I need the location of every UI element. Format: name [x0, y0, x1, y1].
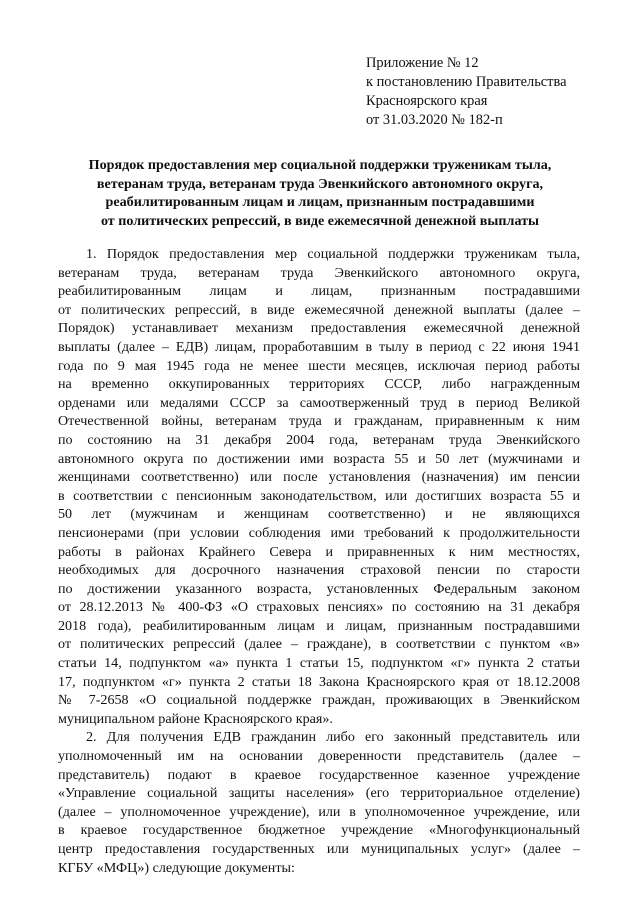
paragraph-line: орденами или медалями СССР за самоотверженный труд в период Великой — [58, 394, 580, 411]
paragraph-line: пенсионерами (при условии соблюдения ими требований к продолжительности — [58, 524, 580, 541]
paragraph-line: Отечественной войны, ветеранам труда и гражданам, приравненным к ним — [58, 413, 580, 430]
paragraph — [58, 728, 580, 877]
paragraph-line: уполномоченный им на основании доверенности представитель (далее – — [58, 748, 580, 765]
paragraph-line: Порядок) устанавливает механизм предоставления ежемесячной денежной — [58, 320, 580, 337]
paragraph-line: по состоянию на 31 декабря 2004 года, ветеранам труда Эвенкийского — [58, 431, 580, 448]
paragraph-line: «Управление социальной защиты населения» (его территориальное отделение) — [58, 785, 580, 802]
title-line: реабилитированным лицам и лицам, признанным пострадавшими — [105, 194, 535, 210]
paragraph-line: работы в районах Крайнего Севера и приравненных к ним местностях, — [58, 543, 580, 560]
paragraph-line: выплаты (далее – ЕДВ) лицам, проработавшим в тылу в период с 22 июня 1941 — [58, 338, 580, 355]
paragraph-line: КГБУ «МФЦ») следующие документы: — [58, 859, 295, 876]
paragraph-line: 2. Для получения ЕДВ гражданин либо его законный представитель или — [86, 729, 580, 746]
paragraph-line: 17, подпунктом «г» пункта 2 статьи 18 Закона Красноярского края от 18.12.2008 — [58, 673, 580, 690]
paragraph-line: представитель) подают в краевое государственное казенное учреждение — [58, 766, 580, 783]
paragraph-line: в соответствии с пенсионным законодательством, или достигших возраста 55 и — [58, 487, 580, 504]
appendix-line: от 31.03.2020 № 182-п — [366, 112, 503, 128]
paragraph-line: (далее – уполномоченное учреждение), или в уполномоченное учреждение, или — [58, 803, 580, 820]
appendix-line: Приложение № 12 — [366, 55, 479, 71]
paragraph-line: года по 9 мая 1945 года не менее шести месяцев, исключая период работы — [58, 357, 580, 374]
paragraph-line: от 28.12.2013 № 400-ФЗ «О страховых пенсиях» по состоянию на 31 декабря — [58, 599, 580, 616]
paragraph-line: женщинами соответственно) или после установления (назначения) им пенсии — [58, 469, 580, 486]
appendix-header — [366, 54, 626, 130]
paragraph-line: по достижении указанного возраста, установленных Федеральным законом — [58, 580, 580, 597]
paragraph-line: 1. Порядок предоставления мер социальной поддержки труженикам тыла, — [86, 246, 580, 262]
paragraph-line: 2018 года), реабилитированным лицам и лицам, признанным пострадавшими — [58, 617, 580, 634]
paragraph-line: ветеранам труда, ветеранам труда Эвенкийского автономного округа, — [58, 264, 580, 281]
paragraph-line: от политических репрессий (далее – граждане), в соответствии с пунктом «в» — [58, 636, 580, 653]
paragraph-line: от политических репрессий, в виде ежемесячной денежной выплаты (далее – — [58, 301, 580, 318]
paragraph — [58, 245, 580, 728]
document-body — [58, 245, 580, 877]
appendix-line: Красноярского края — [366, 93, 488, 109]
paragraph-line: реабилитированным лицам и лицам, признанным пострадавшими — [58, 283, 580, 300]
document-title — [40, 156, 600, 230]
title-line: от политических репрессий, в виде ежемесячной денежной выплаты — [100, 212, 540, 229]
paragraph-line: 50 лет (мужчинам и женщинам соответственно) и не являющихся — [58, 506, 580, 523]
paragraph-line: в краевое государственное бюджетное учреждение «Многофункциональный — [58, 822, 580, 839]
paragraph-line: центр предоставления государственных или муниципальных услуг» (далее – — [58, 841, 580, 857]
paragraph-line: необходимых для досрочного назначения страховой пенсии по старости — [58, 562, 580, 579]
paragraph-line: на временно оккупированных территориях СССР, либо награжденным — [58, 376, 580, 393]
paragraph-line: статьи 14, подпунктом «а» пункта 1 статьи 15, подпунктом «г» пункта 2 статьи — [58, 655, 580, 672]
paragraph-line: муниципальном районе Красноярского края». — [58, 710, 333, 727]
title-line: ветеранам труда, ветеранам труда Эвенкийского автономного округа, — [96, 175, 544, 192]
appendix-line: к постановлению Правительства — [366, 74, 567, 90]
paragraph-line: № 7-2658 «О социальной поддержке граждан, проживающих в Эвенкийском — [58, 692, 580, 709]
title-line: Порядок предоставления мер социальной поддержки труженикам тыла, — [88, 157, 552, 173]
paragraph-line: автономного округа по достижении ими возраста 55 и 50 лет (мужчинами и — [58, 450, 580, 467]
